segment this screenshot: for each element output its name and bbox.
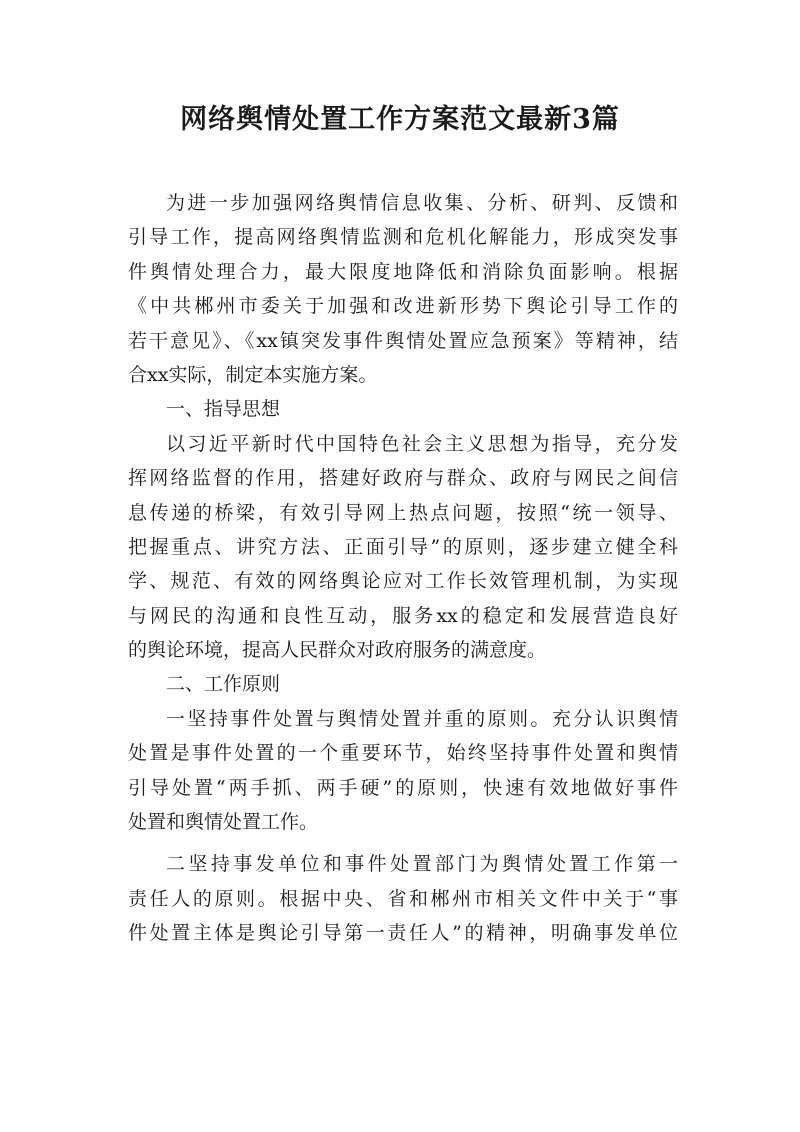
text-line: 二坚持事发单位和事件处置部门为舆情处置工作第一 (166, 853, 678, 876)
text-line: 《中共郴州市委关于加强和改进新形势下舆论引导工作的 (128, 295, 678, 318)
intro-paragraph (128, 186, 678, 392)
text-line: 引导处置“两手抓、两手硬”的原则，快速有效地做好事件 (128, 776, 678, 799)
text-line: 件处置主体是舆论引导第一责任人”的精神，明确事发单位 (128, 922, 678, 945)
section-heading-guiding-ideology: 一、指导思想 (166, 398, 281, 421)
principle-one-paragraph (128, 702, 678, 840)
principle-two-paragraph (128, 847, 678, 950)
guiding-ideology-paragraph (128, 427, 678, 668)
text-line: 处置和舆情处置工作。 (128, 811, 319, 834)
text-line: 的舆论环境，提高人民群众对政府服务的满意度。 (128, 639, 547, 662)
text-line: 以习近平新时代中国特色社会主义思想为指导，充分发 (166, 432, 678, 455)
text-line: 责任人的原则。根据中央、省和郴州市相关文件中关于“事 (128, 887, 678, 910)
text-line: 若干意见》、《xx镇突发事件舆情处置应急预案》等精神，结 (128, 329, 678, 352)
text-line: 挥网络监督的作用，搭建好政府与群众、政府与网民之间信 (128, 467, 678, 490)
text-line: 为进一步加强网络舆情信息收集、分析、研判、反馈和 (166, 192, 678, 214)
text-line: 处置是事件处置的一个重要环节，始终坚持事件处置和舆情 (128, 742, 678, 765)
text-line: 合xx实际，制定本实施方案。 (128, 363, 378, 386)
text-line: 学、规范、有效的网络舆论应对工作长效管理机制，为实现 (128, 570, 678, 593)
section-heading-work-principles: 二、工作原则 (166, 673, 281, 696)
text-line: 息传递的桥梁，有效引导网上热点问题，按照“统一领导、 (128, 501, 678, 524)
text-line: 件舆情处理合力，最大限度地降低和消除负面影响。根据 (128, 260, 678, 283)
text-line: 把握重点、讲究方法、正面引导”的原则，逐步建立健全科 (128, 535, 678, 558)
paragraph-gap (128, 839, 678, 847)
document-body (128, 186, 678, 951)
text-line: 与网民的沟通和良性互动，服务xx的稳定和发展营造良好 (128, 604, 678, 627)
text-line: 一坚持事件处置与舆情处置并重的原则。充分认识舆情 (166, 707, 678, 730)
document-title: 网络舆情处置工作方案范文最新3篇 (180, 104, 620, 135)
text-line: 引导工作，提高网络舆情监测和危机化解能力，形成突发事 (128, 226, 678, 249)
